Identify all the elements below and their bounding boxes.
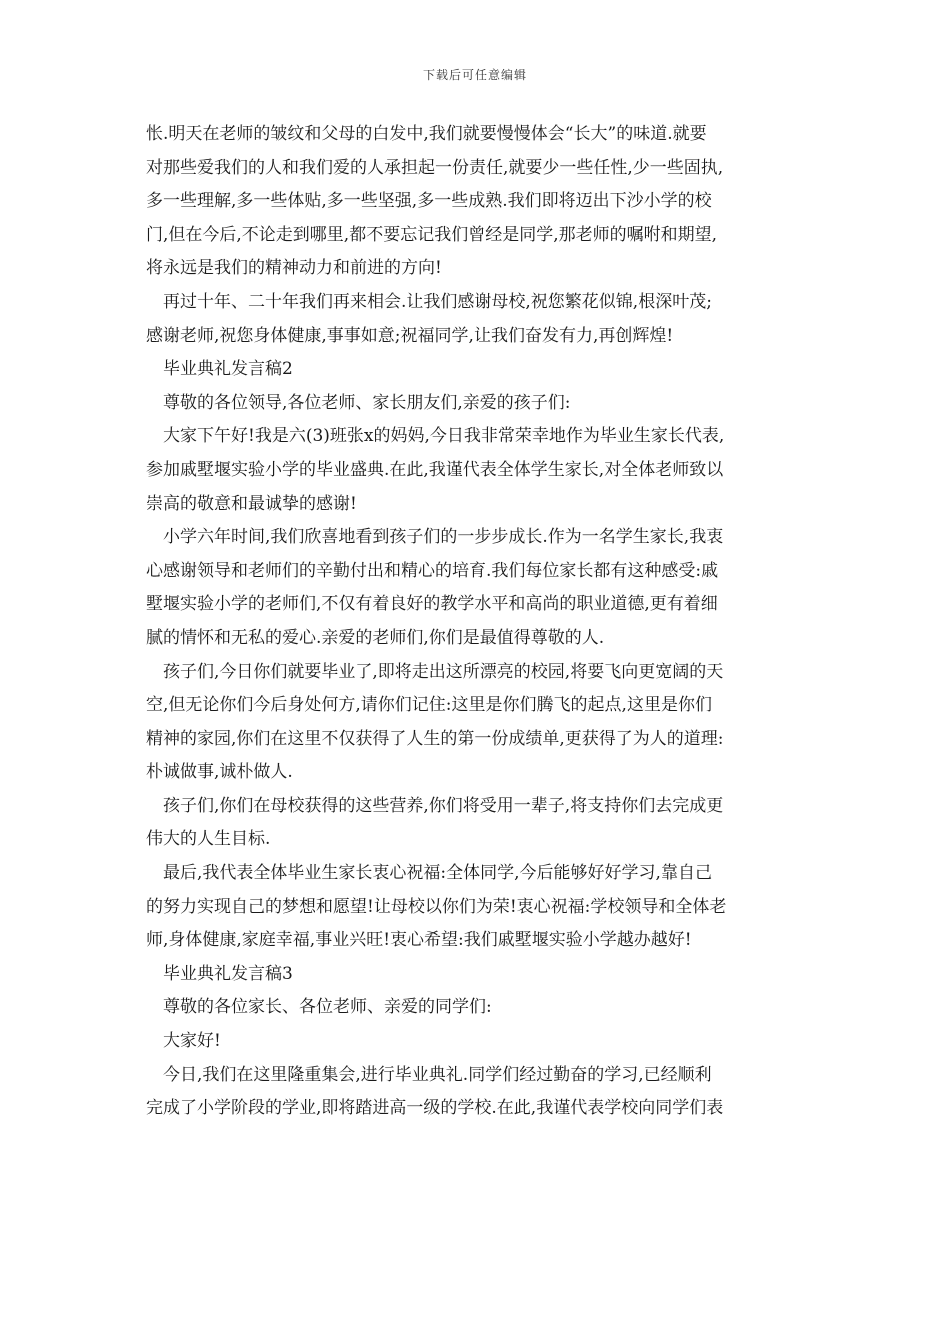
text-line: 孩子们,今日你们就要毕业了,即将走出这所漂亮的校园,将要飞向更宽阔的天 [163,661,724,682]
text-line: 空,但无论你们今后身处何方,请你们记住:这里是你们腾飞的起点,这里是你们 [146,695,712,716]
text-line: 尊敬的各位领导,各位老师、家长朋友们,亲爱的孩子们: [163,392,571,413]
text-line: 腻的情怀和无私的爱心.亲爱的老师们,你们是最值得尊敬的人. [146,627,605,648]
text-line: 对那些爱我们的人和我们爱的人承担起一份责任,就要少一些任性,少一些固执, [146,157,724,178]
text-line: 的努力实现自己的梦想和愿望!让母校以你们为荣!衷心祝福:学校领导和全体老 [146,896,727,917]
text-line: 最后,我代表全体毕业生家长衷心祝福:全体同学,今后能够好好学习,靠自己 [163,863,712,884]
text-line: 心感谢领导和老师们的辛勤付出和精心的培育.我们每位家长都有这种感受:戚 [146,560,719,581]
text-line: 精神的家园,你们在这里不仅获得了人生的第一份成绩单,更获得了为人的道理: [146,728,724,749]
page-header: 下载后可任意编辑 [422,68,527,82]
text-line: 崇高的敬意和最诚挚的感谢! [146,493,357,514]
text-line: 伟大的人生目标. [146,829,271,850]
text-line: 孩子们,你们在母校获得的这些营养,你们将受用一辈子,将支持你们去完成更 [163,795,724,816]
text-line: 小学六年时间,我们欣喜地看到孩子们的一步步成长.作为一名学生家长,我衷 [163,527,724,548]
text-line: 尊敬的各位家长、各位老师、亲爱的同学们: [163,997,492,1018]
text-line: 感谢老师,祝您身体健康,事事如意;祝福同学,让我们奋发有力,再创辉煌! [146,325,674,346]
text-line: 墅堰实验小学的老师们,不仅有着良好的教学水平和高尚的职业道德,更有着细 [146,594,718,615]
text-line: 参加戚墅堰实验小学的毕业盛典.在此,我谨代表全体学生家长,对全体老师致以 [146,459,724,480]
text-line: 门,但在今后,不论走到哪里,都不要忘记我们曾经是同学,那老师的嘱咐和期望, [146,224,718,245]
text-line: 将永远是我们的精神动力和前进的方向! [146,258,442,279]
document-body [146,118,812,1126]
text-line: 大家下午好!我是六(3)班张x的妈妈,今日我非常荣幸地作为毕业生家长代表, [163,426,725,447]
text-line: 朴诚做事,诚朴做人. [146,762,293,783]
text-line: 怅.明天在老师的皱纹和父母的白发中,我们就要慢慢体会“长大”的味道.就要 [146,124,707,144]
text-line: 完成了小学阶段的学业,即将踏进高一级的学校.在此,我谨代表学校向同学们表 [146,1098,724,1119]
text-line: 多一些理解,多一些体贴,多一些坚强,多一些成熟.我们即将迈出下沙小学的校 [146,191,712,212]
text-line: 再过十年、二十年我们再来相会.让我们感谢母校,祝您繁花似锦,根深叶茂; [163,291,712,312]
text-line: 毕业典礼发言稿3 [163,963,293,984]
text-line: 大家好! [163,1031,221,1052]
text-line: 毕业典礼发言稿2 [163,359,293,380]
text-line: 师,身体健康,家庭幸福,事业兴旺!衷心希望:我们戚墅堰实验小学越办越好! [146,930,692,951]
text-line: 今日,我们在这里隆重集会,进行毕业典礼.同学们经过勤奋的学习,已经顺利 [163,1064,712,1085]
